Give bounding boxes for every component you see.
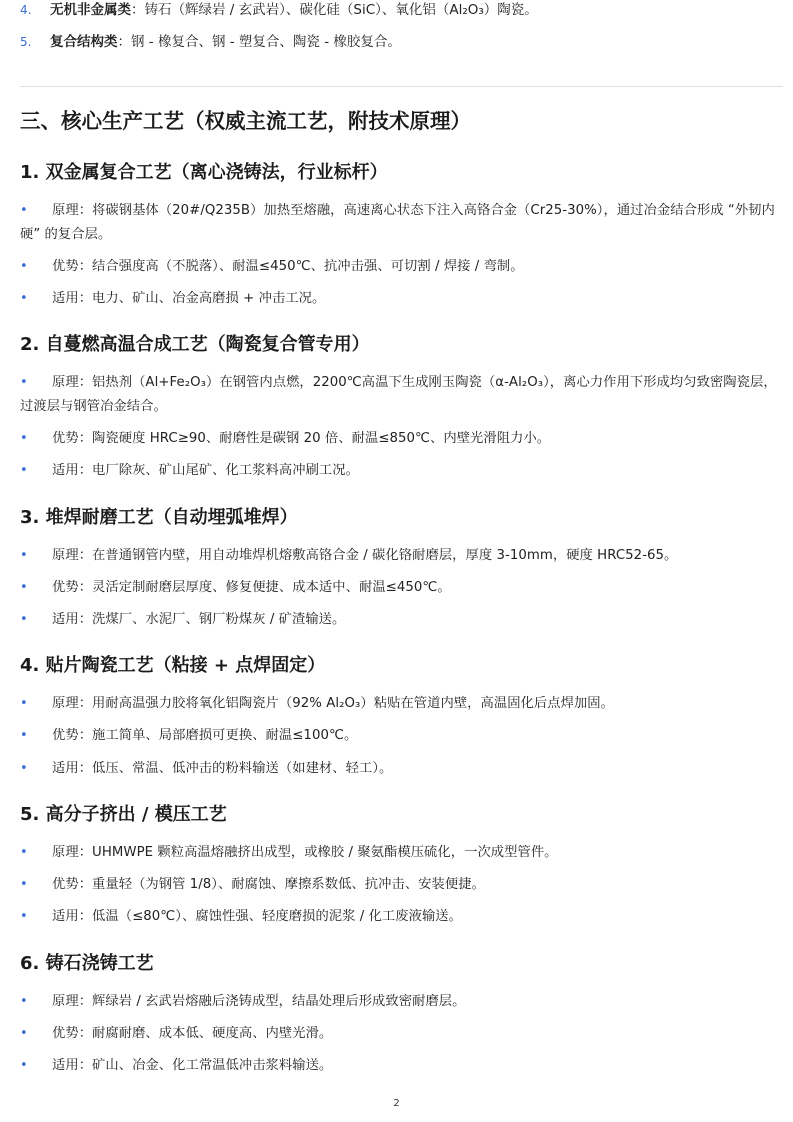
bullet-item — [20, 1022, 782, 1046]
bullet-text: 原理：辉绿岩 / 玄武岩熔融后浇铸成型，结晶处理后形成致密耐磨层。 — [52, 994, 466, 1009]
bullet-dot-icon: • — [20, 761, 28, 776]
bullet-item — [20, 199, 782, 247]
bullet-dot-icon: • — [20, 203, 28, 218]
bullet-text: 原理：用耐高温强力胶将氧化铝陶瓷片（92% Al₂O₃）粘贴在管道内壁，高温固化后点焊加固。 — [52, 696, 614, 711]
bullet-item — [20, 692, 782, 716]
bullet-text: 优势：陶瓷硬度 HRC≥90、耐磨性是碳钢 20 倍、耐温≤850℃、内壁光滑阻力小。 — [52, 431, 551, 446]
bullet-item — [20, 255, 782, 279]
bullet-item — [20, 544, 782, 568]
bullet-text: 原理：UHMWPE 颗粒高温熔融挤出成型，或橡胶 / 聚氨酯模压硫化，一次成型管件。 — [52, 845, 558, 860]
bullet-item — [20, 873, 782, 897]
process-heading: 6. 铸石浇铸工艺 — [20, 953, 154, 974]
list-number: 4. — [20, 3, 32, 17]
process-heading: 1. 双金属复合工艺（离心浇铸法，行业标杆） — [20, 162, 388, 183]
list-number: 5. — [20, 35, 32, 49]
bullet-text: 适用：电力、矿山、冶金高磨损 + 冲击工况。 — [52, 291, 326, 306]
bullet-text: 适用：低压、常温、低冲击的粉料输送（如建材、轻工）。 — [52, 761, 393, 776]
bullet-text: 适用：电厂除灰、矿山尾矿、化工浆料高冲刷工况。 — [52, 463, 359, 478]
bullet-text: 适用：矿山、冶金、化工常温低冲击浆料输送。 — [52, 1058, 333, 1073]
bullet-dot-icon: • — [20, 291, 28, 306]
process-heading: 4. 贴片陶瓷工艺（粘接 + 点焊固定） — [20, 655, 326, 676]
bullet-dot-icon: • — [20, 845, 28, 860]
process-heading: 2. 自蔓燃高温合成工艺（陶瓷复合管专用） — [20, 334, 370, 355]
bullet-text: 优势：灵活定制耐磨层厚度、修复便捷、成本适中、耐温≤450℃。 — [52, 580, 451, 595]
bullet-item — [20, 757, 782, 781]
list-item-text: ：铸石（辉绿岩 / 玄武岩）、碳化硅（SiC）、氧化铝（Al₂O₃）陶瓷。 — [131, 2, 538, 18]
bullet-dot-icon: • — [20, 612, 28, 627]
bullet-dot-icon: • — [20, 1026, 28, 1041]
bullet-item — [20, 459, 782, 483]
bullet-item — [20, 841, 782, 865]
bullet-dot-icon: • — [20, 994, 28, 1009]
section-heading: 三、核心生产工艺（权威主流工艺，附技术原理） — [20, 109, 471, 133]
bullet-item — [20, 287, 782, 311]
list-item-term: 无机非金属类 — [50, 2, 131, 18]
list-item-text: ：钢 - 橡复合、钢 - 塑复合、陶瓷 - 橡胶复合。 — [117, 34, 401, 50]
list-item — [20, 0, 538, 20]
bullet-text: 适用：低温（≤80℃）、腐蚀性强、轻度磨损的泥浆 / 化工废液输送。 — [52, 909, 462, 924]
bullet-dot-icon: • — [20, 909, 28, 924]
bullet-item — [20, 576, 782, 600]
bullet-dot-icon: • — [20, 728, 28, 743]
bullet-dot-icon: • — [20, 1058, 28, 1073]
bullet-dot-icon: • — [20, 463, 28, 478]
bullet-item — [20, 371, 782, 419]
bullet-text: 适用：洗煤厂、水泥厂、钢厂粉煤灰 / 矿渣输送。 — [52, 612, 346, 627]
bullet-item — [20, 608, 782, 632]
bullet-dot-icon: • — [20, 548, 28, 563]
bullet-dot-icon: • — [20, 580, 28, 595]
bullet-item — [20, 1054, 782, 1078]
bullet-text: 原理：铝热剂（Al+Fe₂O₃）在钢管内点燃，2200℃高温下生成刚玉陶瓷（α-Al₂O₃），离心力作用下形成均匀致密陶瓷层，过渡层与钢管冶金结合。 — [20, 375, 777, 414]
bullet-item — [20, 724, 782, 748]
bullet-text: 优势：重量轻（为钢管 1/8）、耐腐蚀、摩擦系数低、抗冲击、安装便捷。 — [52, 877, 485, 892]
bullet-text: 原理：将碳钢基体（20#/Q235B）加热至熔融，高速离心状态下注入高铬合金（Cr25-30%），通过冶金结合形成 “外韧内硬” 的复合层。 — [20, 203, 775, 242]
bullet-dot-icon: • — [20, 259, 28, 274]
bullet-text: 原理：在普通钢管内壁，用自动堆焊机熔敷高铬合金 / 碳化铬耐磨层，厚度 3-10mm，硬度 HRC52-65。 — [52, 548, 678, 563]
bullet-dot-icon: • — [20, 696, 28, 711]
section-divider — [20, 86, 783, 87]
bullet-dot-icon: • — [20, 375, 28, 390]
bullet-item — [20, 427, 782, 451]
list-item — [20, 32, 401, 52]
page-number: 2 — [393, 1098, 400, 1109]
bullet-dot-icon: • — [20, 431, 28, 446]
process-heading: 5. 高分子挤出 / 模压工艺 — [20, 804, 227, 825]
bullet-item — [20, 990, 782, 1014]
bullet-dot-icon: • — [20, 877, 28, 892]
list-item-term: 复合结构类 — [50, 34, 118, 50]
bullet-item — [20, 905, 782, 929]
process-heading: 3. 堆焊耐磨工艺（自动埋弧堆焊） — [20, 507, 298, 528]
bullet-text: 优势：结合强度高（不脱落）、耐温≤450℃、抗冲击强、可切割 / 焊接 / 弯制。 — [52, 259, 524, 274]
bullet-text: 优势：耐腐耐磨、成本低、硬度高、内壁光滑。 — [52, 1026, 333, 1041]
bullet-text: 优势：施工简单、局部磨损可更换、耐温≤100℃。 — [52, 728, 358, 743]
